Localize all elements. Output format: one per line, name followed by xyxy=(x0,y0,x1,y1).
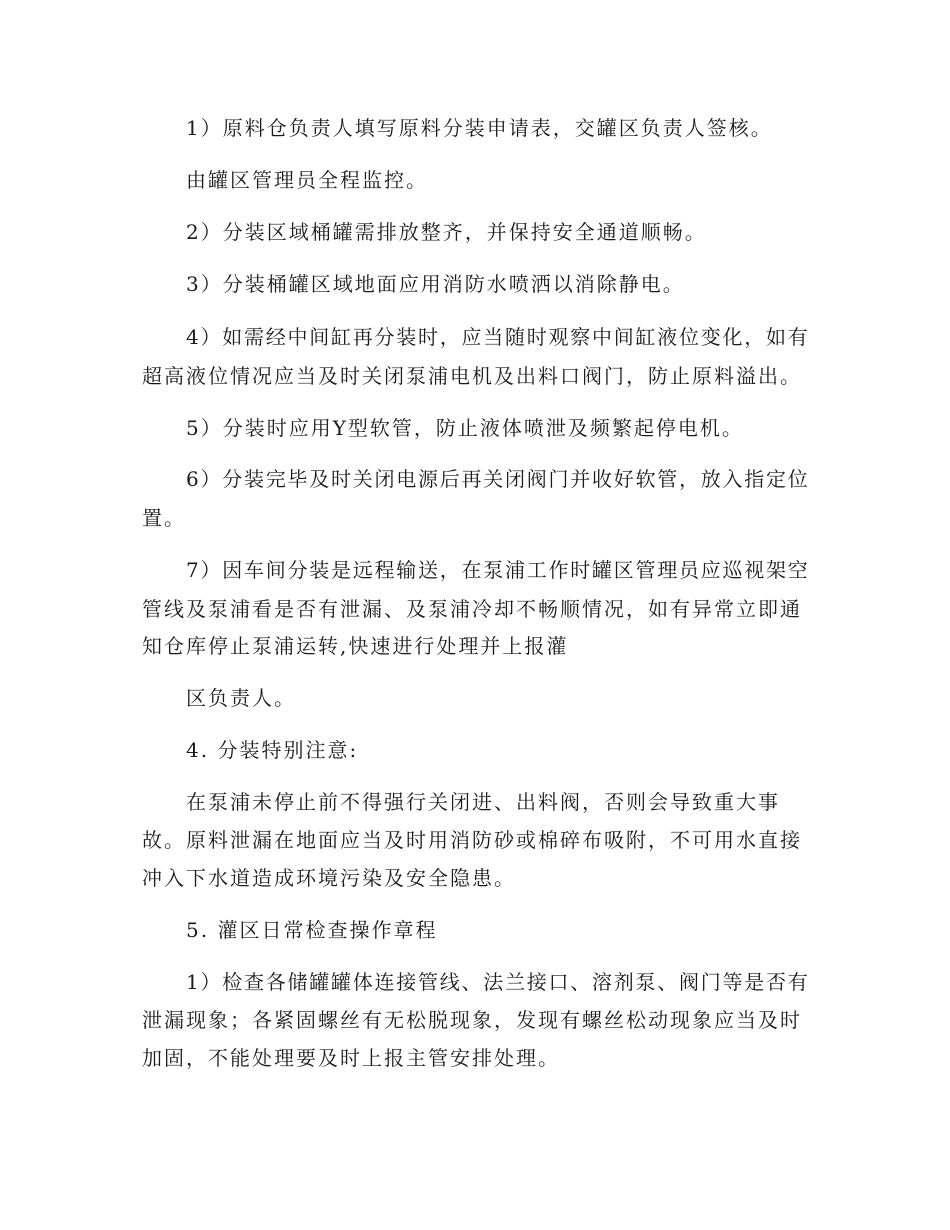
text-line: 1）检查各储罐罐体连接管线、法兰接口、溶剂泵、阀门等是否有 xyxy=(186,970,810,994)
text-line: 4）如需经中间缸再分装时，应当随时观察中间缸液位变化，如有 xyxy=(186,325,810,349)
text-line: 3）分装桶罐区域地面应用消防水喷洒以消除静电。 xyxy=(186,272,685,296)
text-line: 6）分装完毕及时关闭电源后再关闭阀门并收好软管，放入指定位 xyxy=(186,467,810,491)
section-heading: 4. 分装特别注意: xyxy=(186,738,359,762)
text-line: 泄漏现象；各紧固螺丝有无松脱现象，发现有螺丝松动现象应当及时 xyxy=(142,1008,802,1032)
text-line: 加固，不能处理要及时上报主管安排处理。 xyxy=(142,1046,560,1070)
text-line: 2）分装区域桶罐需排放整齐，并保持安全通道顺畅。 xyxy=(186,220,707,244)
text-line: 知仓库停止泵浦运转,快速进行处理并上报灌 xyxy=(142,634,569,658)
text-line: 7）因车间分装是远程输送，在泵浦工作时罐区管理员应巡视架空 xyxy=(186,558,810,582)
text-line: 5）分装时应用Y型软管，防止液体喷泄及频繁起停电机。 xyxy=(186,416,744,440)
text-line: 冲入下水道造成环境污染及安全隐患。 xyxy=(142,866,516,890)
text-line: 在泵浦未停止前不得强行关闭进、出料阀，否则会导致重大事 xyxy=(186,790,780,814)
text-line: 区负责人。 xyxy=(186,686,296,710)
text-line: 超高液位情况应当及时关闭泵浦电机及出料口阀门，防止原料溢出。 xyxy=(142,364,802,388)
text-line: 1）原料仓负责人填写原料分装申请表，交罐区负责人签核。 xyxy=(186,116,773,140)
text-line: 管线及泵浦看是否有泄漏、及泵浦冷却不畅顺情况，如有异常立即通 xyxy=(142,597,802,621)
text-line: 故。原料泄漏在地面应当及时用消防砂或棉碎布吸附，不可用水直接 xyxy=(142,828,802,852)
text-line: 由罐区管理员全程监控。 xyxy=(186,168,428,192)
text-line: 置。 xyxy=(142,506,186,530)
section-heading: 5. 灌区日常检查操作章程 xyxy=(186,918,438,942)
